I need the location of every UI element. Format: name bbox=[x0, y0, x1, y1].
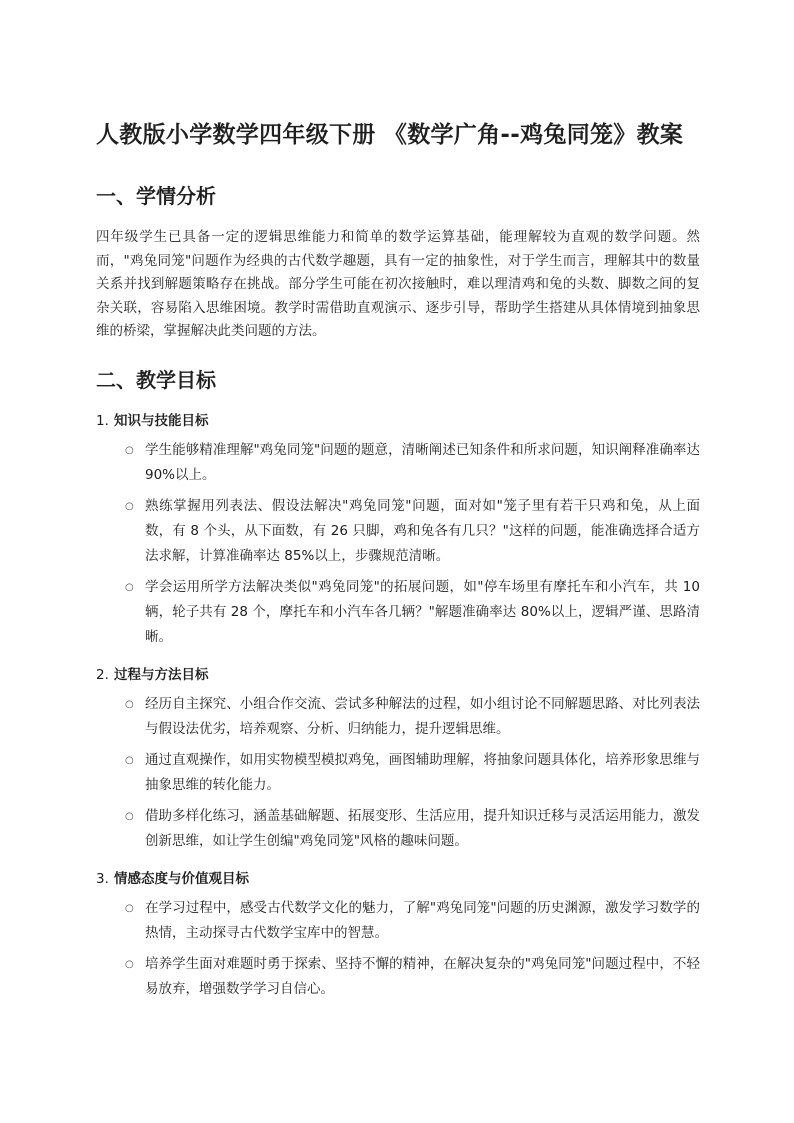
goal-item bbox=[96, 575, 700, 650]
goal-item bbox=[96, 494, 700, 569]
document-page bbox=[96, 112, 700, 1008]
goal-item-list bbox=[96, 896, 700, 1002]
bullet-circle-icon: ○ bbox=[125, 754, 134, 766]
goal-title: 情感态度与价值观目标 bbox=[114, 870, 249, 887]
goal-item bbox=[96, 692, 700, 742]
bullet-circle-icon: ○ bbox=[125, 581, 134, 593]
bullet-circle-icon: ○ bbox=[125, 810, 134, 822]
goal-item-text: 经历自主探究、小组合作交流、尝试多种解法的过程，如小组讨论不同解题思路、对比列表法与假设法优劣，培养观察、分析、归纳能力，提升逻辑思维。 bbox=[145, 695, 700, 737]
section-heading-teaching-goals: 二、教学目标 bbox=[96, 367, 216, 392]
goal-item-list bbox=[96, 438, 700, 650]
goal-number: 3. bbox=[96, 870, 109, 887]
bullet-circle-icon: ○ bbox=[125, 958, 134, 970]
goal-item-text: 学生能够精准理解"鸡兔同笼"问题的题意，清晰阐述已知条件和所求问题，知识阐释准确率达 90%以上。 bbox=[145, 441, 700, 483]
section-heading-learning-analysis: 一、学情分析 bbox=[96, 184, 216, 208]
learning-analysis-paragraph: 四年级学生已具备一定的逻辑思维能力和简单的数学运算基础，能理解较为直观的数学问题。然而，"鸡兔同笼"问题作为经典的古代数学趣题，具有一定的抽象性，对于学生而言，理解其中的数量关系并找到解题策略存在挑战。部分学生可能在初次接触时，难以理清鸡和兔的头数、脚数之间的复杂关联，容易陷入思维困境。教学时需借助直观演示、逐步引导，帮助学生搭建从具体情境到抽象思维的桥梁，掌握解决此类问题的方法。 bbox=[96, 229, 700, 340]
bullet-circle-icon: ○ bbox=[125, 444, 134, 456]
goal-heading bbox=[96, 664, 700, 686]
goal-item bbox=[96, 748, 700, 798]
goal-item-text: 熟练掌握用列表法、假设法解决"鸡兔同笼"问题，面对如"笼子里有若干只鸡和兔，从上面数，有 8 个头，从下面数，有 26 只脚，鸡和兔各有几只？"这样的问题，能准确选择合适方法求解，计算准确率达 85%以上，步骤规范清晰。 bbox=[145, 497, 700, 564]
goal-item-text: 学会运用所学方法解决类似"鸡兔同笼"的拓展问题，如"停车场里有摩托车和小汽车，共 10 辆，轮子共有 28 个，摩托车和小汽车各几辆？"解题准确率达 80%以上，逻辑严谨、思路清晰。 bbox=[145, 578, 700, 645]
goal-item-text: 借助多样化练习，涵盖基础解题、拓展变形、生活应用，提升知识迁移与灵活运用能力，激发创新思维，如让学生创编"鸡兔同笼"风格的趣味问题。 bbox=[145, 807, 700, 849]
bullet-circle-icon: ○ bbox=[125, 902, 134, 914]
goal-item bbox=[96, 438, 700, 488]
bullet-circle-icon: ○ bbox=[125, 500, 134, 512]
document-title: 人教版小学数学四年级下册 《数学广角--鸡兔同笼》教案 bbox=[96, 122, 684, 148]
goal-knowledge-skills bbox=[96, 410, 700, 650]
goal-item-text: 在学习过程中，感受古代数学文化的魅力，了解"鸡兔同笼"问题的历史渊源，激发学习数学的热情，主动探寻古代数学宝库中的智慧。 bbox=[145, 899, 700, 941]
goal-number: 2. bbox=[96, 666, 109, 683]
bullet-circle-icon: ○ bbox=[125, 698, 134, 710]
goal-item-text: 培养学生面对难题时勇于探索、坚持不懈的精神，在解决复杂的"鸡兔同笼"问题过程中，不轻易放弃，增强数学学习自信心。 bbox=[145, 955, 700, 997]
goal-item-list bbox=[96, 692, 700, 854]
goal-item bbox=[96, 952, 700, 1002]
goal-heading bbox=[96, 868, 700, 890]
goal-title: 过程与方法目标 bbox=[114, 666, 209, 683]
goal-attitude-values bbox=[96, 868, 700, 1002]
goal-item-text: 通过直观操作，如用实物模型模拟鸡兔，画图辅助理解，将抽象问题具体化，培养形象思维与抽象思维的转化能力。 bbox=[145, 751, 700, 793]
goal-item bbox=[96, 804, 700, 854]
goal-heading bbox=[96, 410, 700, 432]
goal-number: 1. bbox=[96, 412, 109, 429]
goal-process-methods bbox=[96, 664, 700, 854]
goal-title: 知识与技能目标 bbox=[114, 412, 209, 429]
goal-item bbox=[96, 896, 700, 946]
